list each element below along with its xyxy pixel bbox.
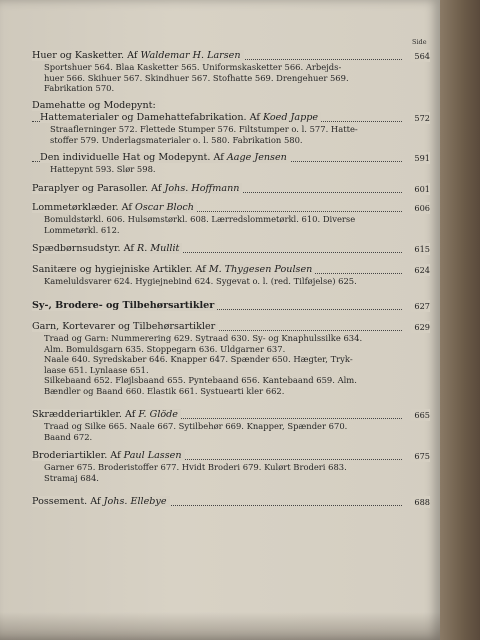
toc-heading (32, 50, 432, 62)
entry-title: Huer og Kasketter. Af (32, 50, 141, 61)
entry-author: R. Mullit (137, 243, 180, 254)
entry-author: F. Glöde (138, 409, 178, 420)
toc-entry-yarn (32, 321, 432, 397)
entry-title: Hattematerialer og Damehattefabrikation. Af (40, 112, 263, 123)
toc-entry-umbrellas (32, 183, 432, 195)
toc-section-sewing (32, 300, 432, 312)
toc-entry-passementerie (32, 496, 432, 508)
entry-page: 629 (411, 321, 430, 333)
toc-heading (32, 450, 432, 462)
toc-heading (32, 112, 432, 124)
entry-page: 675 (411, 450, 430, 462)
entry-page: 572 (411, 112, 430, 124)
entry-author: Koed Jappe (262, 112, 319, 123)
entry-subtopics (32, 164, 432, 175)
toc-heading (32, 409, 432, 421)
entry-author: Paul Lassen (123, 450, 182, 461)
subtopic-line: Traad og Garn: Nummerering 629. Sytraad 630. Sy- og Knaphulssilke 634. (44, 333, 363, 343)
page-shadow (0, 612, 440, 640)
entry-page: 591 (411, 152, 430, 164)
entry-title: Lommetørklæder. Af (32, 202, 135, 213)
subtopic-line: Lommetørkl. 612. (44, 224, 120, 235)
subtopic-line: Fabrikation 570. (44, 83, 115, 94)
entry-author: Johs. Ellebye (103, 496, 167, 507)
subtopic-line: Bomuldstørkl. 606. Hulsømstørkl. 608. Lærredslommetørkl. 610. Diverse (44, 214, 356, 224)
subtopic-line: huer 566. Skihuer 567. Skindhuer 567. Stofhatte 569. Drengehuer 569. (44, 72, 349, 83)
subtopic-line: Straaflетninger 572. Flettede Stumper 576. Filtstumper o. l. 577. Hatte- (50, 124, 358, 134)
entry-author: Oscar Bloch (134, 202, 194, 213)
entry-page: 688 (411, 496, 430, 508)
entry-title: Broderiartikler. Af (32, 450, 124, 461)
subtopic-line: Hattepynt 593. Slør 598. (50, 164, 156, 174)
subtopic-line: laase 651. Lynlaase 651. (44, 364, 149, 375)
entry-author: M. Thygesen Poulsen (208, 264, 313, 275)
subtopic-line: stoffer 579. Underlagsmaterialer o. l. 580. Fabrikation 580. (50, 134, 303, 145)
entry-page: 564 (411, 50, 430, 62)
book-cover-edge (440, 0, 480, 640)
entry-page: 627 (411, 300, 430, 312)
entry-author: Aage Jensen (226, 152, 287, 163)
toc-heading (32, 183, 432, 195)
toc-heading (32, 321, 432, 333)
entry-title: Sanitære og hygiejniske Artikler. Af (32, 264, 209, 275)
subtopic-line: Traad og Silke 665. Naale 667. Sytilbehør 669. Knapper, Spænder 670. (44, 421, 348, 431)
entry-page: 624 (411, 264, 430, 276)
toc-entry-handkerchiefs (32, 202, 432, 235)
toc-section-heading (32, 300, 432, 312)
entry-title: Skrædderiartikler. Af (32, 409, 139, 420)
toc-heading (32, 152, 432, 164)
side-column-label: Side (412, 38, 427, 46)
entry-subtopics (32, 124, 432, 145)
subtopic-line: Alm. Bomuldsgarn 635. Stoppegarn 636. Uldgarner 637. (44, 343, 286, 354)
entry-title: Spædbørnsudstyr. Af (32, 243, 137, 254)
entry-title: Possement. Af (32, 496, 104, 507)
entry-subtopics (32, 421, 432, 442)
entry-subtopics (32, 276, 432, 287)
subtopic-line: Silkebaand 652. Fløjlsbaand 655. Pyntebaand 656. Kantebaand 659. Alm. (44, 375, 357, 386)
entry-subtopics (32, 214, 432, 235)
entry-title: Den individuelle Hat og Modepynt. Af (40, 152, 227, 163)
toc-entry-sanitary (32, 264, 432, 287)
entry-title: Garn, Kortevarer og Tilbehørsartikler (32, 321, 218, 332)
subtopic-line: Kameluldsvarer 624. Hygiejnebind 624. Sygevat o. l. (red. Tilføjelse) 625. (44, 276, 357, 286)
subtopic-line: Garner 675. Broderistoffer 677. Hvidt Broderi 679. Kulørt Broderi 683. (44, 462, 347, 472)
toc-entry-hat-materials (32, 112, 432, 145)
entry-page: 601 (411, 183, 430, 195)
subtopic-line: Sportshuer 564. Blaa Kasketter 565. Uniformskasketter 566. Arbejds- (44, 62, 342, 72)
entry-author: Johs. Hoffmann (164, 183, 240, 194)
entry-subtopics (32, 462, 432, 483)
toc-entry-embroidery (32, 450, 432, 483)
toc-entry-baby-outfit (32, 243, 432, 255)
entry-subtopics (32, 62, 432, 94)
toc-entry-tailoring (32, 409, 432, 442)
toc-heading (32, 243, 432, 255)
subtopic-line: Naale 640. Syredskaber 646. Knapper 647. Spænder 650. Hægter, Tryk- (44, 354, 353, 365)
toc-entry-individual-hat (32, 152, 432, 175)
toc-heading (32, 496, 432, 508)
entry-page: 615 (411, 243, 430, 255)
subtopic-line: Baand 672. (44, 431, 93, 442)
toc-entry-hats (32, 50, 432, 94)
subtopic-line: Stramaj 684. (44, 472, 99, 483)
entry-title: Paraplyer og Parasoller. Af (32, 183, 165, 194)
toc-entry-ladies-hats (32, 100, 432, 112)
entry-subtopics (32, 333, 432, 397)
entry-title: Sy-, Brodere- og Tilbehørsartikler (32, 300, 217, 311)
entry-page: 665 (411, 409, 430, 421)
entry-title: Damehatte og Modepynt: (32, 100, 159, 111)
entry-page: 606 (411, 202, 430, 214)
entry-author: Waldemar H. Larsen (140, 50, 241, 61)
toc-heading (32, 264, 432, 276)
toc-heading (32, 100, 432, 112)
toc-heading (32, 202, 432, 214)
subtopic-line: Bændler og Baand 660. Elastik 661. Systuearti kler 662. (44, 385, 285, 396)
